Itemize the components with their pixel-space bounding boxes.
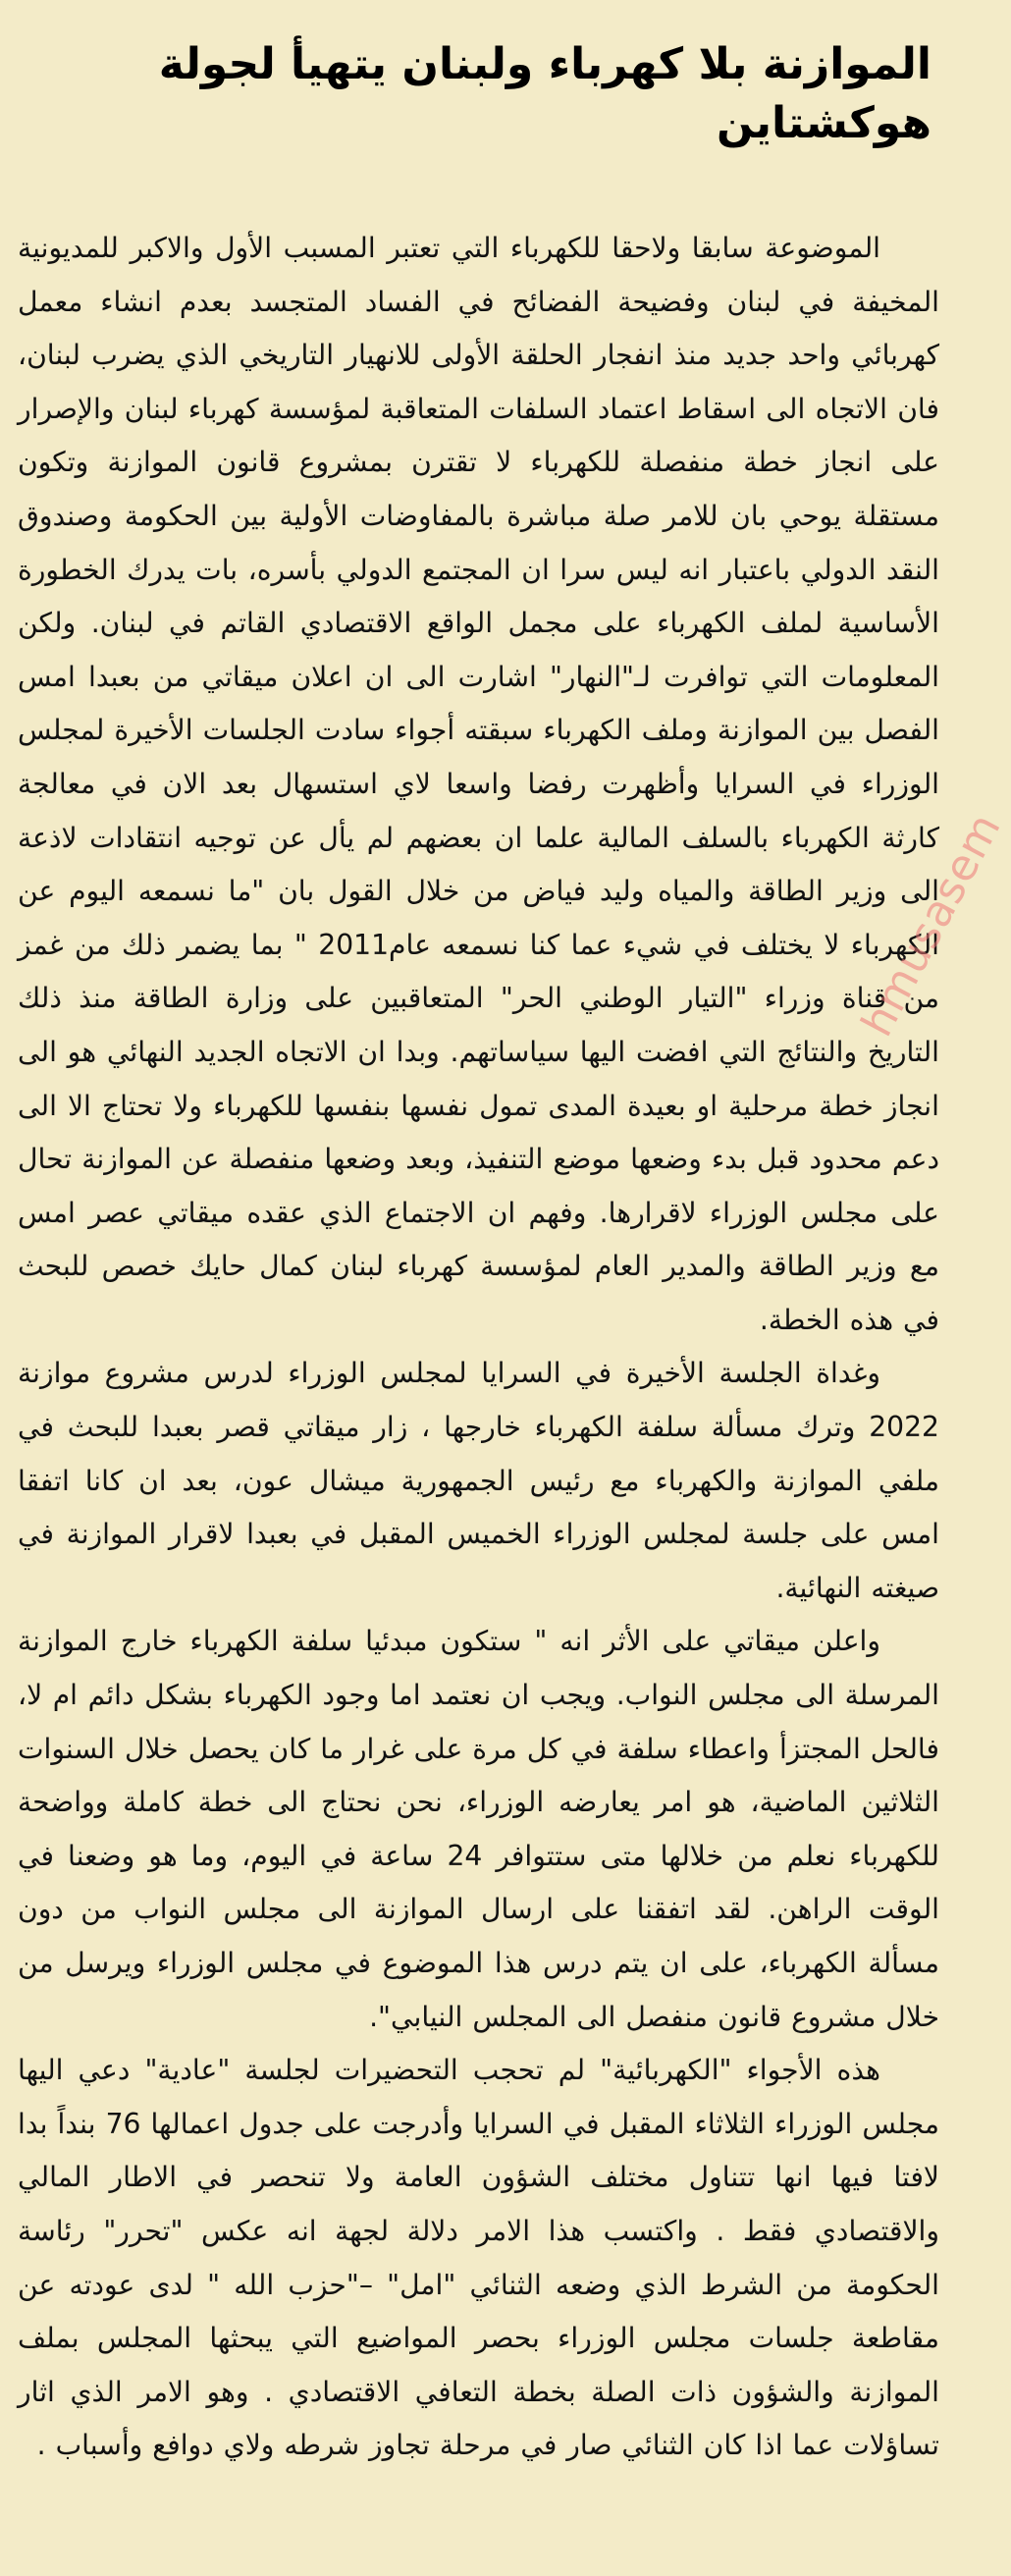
article-paragraph-3: واعلن ميقاتي على الأثر انه " ستكون مبدئيا سلفة الكهرباء خارج الموازنة المرسلة الى مجلس النواب. ويجب ان نعتمد اما وجود الكهرباء بشكل دائم ام لا، فالحل المجتزأ واعطاء سلفة في كل مرة على غرار ما كان يحصل خلال السنوات الثلاثين الماضية، هو امر يعارضه الوزراء، نحن نحتاج الى خطة كاملة وواضحة للكهرباء نعلم من خلالها متى ستتوافر 24 ساعة في اليوم، وما هو وضعنا في الوقت الراهن. لقد اتفقنا على ارسال الموازنة الى مجلس النواب من دون مسألة الكهرباء، على ان يتم درس هذا الموضوع في مجلس الوزراء ويرسل من خلال مشروع قانون منفصل الى المجلس النيابي". — [18, 1625, 939, 2033]
watermark-text: hmusasem — [852, 804, 1011, 1045]
article-paragraph-1: الموضوعة سابقا ولاحقا للكهرباء التي تعتبر المسبب الأول والاكبر للمديونية المخيفة في لبنان وفضيحة الفضائح في الفساد المتجسد بعدم انشاء معمل كهربائي واحد جديد منذ انفجار الحلقة الأولى للانهيار التاريخي الذي يضرب لبنان، فان الاتجاه الى اسقاط اعتماد السلفات المتعاقبة لمؤسسة كهرباء لبنان والإصرار على انجاز خطة منفصلة للكهرباء لا تقترن بمشروع قانون الموازنة وتكون مستقلة يوحي بان للامر صلة مباشرة بالمفاوضات الأولية بين الحكومة وصندوق النقد الدولي باعتبار انه ليس سرا ان المجتمع الدولي بأسره، بات يدرك الخطورة الأساسية لملف الكهرباء على مجمل الواقع الاقتصادي القاتم في لبنان. ولكن المعلومات التي توافرت لـ"النهار" اشارت الى ان اعلان ميقاتي من بعبدا امس الفصل بين الموازنة وملف الكهرباء سبقته أجواء سادت الجلسات الأخيرة لمجلس الوزراء في السرايا وأظهرت رفضا واسعا لاي استسهال بعد الان في معالجة كارثة الكهرباء بالسلف المالية علما ان بعضهم لم يأل عن توجيه انتقادات لاذعة الى وزير الطاقة والمياه وليد فياض من خلال القول بان "ما نسمعه اليوم عن الكهرباء لا يختلف في شيء عما كنا نسمعه عام2011 " بما يضمر ذلك من غمز من قناة وزراء "التيار الوطني الحر" المتعاقبين على وزارة الطاقة منذ ذلك التاريخ والنتائج التي افضت اليها سياساتهم. وبدا ان الاتجاه الجديد النهائي هو الى انجاز خطة مرحلية او بعيدة المدى تمول نفسها بنفسها للكهرباء ولا تحتاج الا الى دعم محدود قبل بدء وضعها موضع التنفيذ، وبعد وضعها منفصلة عن الموازنة تحال على مجلس الوزراء لاقرارها. وفهم ان الاجتماع الذي عقده ميقاتي عصر امس مع وزير الطاقة والمدير العام لمؤسسة كهرباء لبنان كمال حايك خصص للبحث في هذه الخطة. — [18, 232, 939, 1336]
article-paragraph-2: وغداة الجلسة الأخيرة في السرايا لمجلس الوزراء لدرس مشروع موازنة 2022 وترك مسألة سلفة الكهرباء خارجها ، زار ميقاتي قصر بعبدا للبحث في ملفي الموازنة والكهرباء مع رئيس الجمهورية ميشال عون، بعد ان كانا اتفقا امس على جلسة لمجلس الوزراء الخميس المقبل في بعبدا لاقرار الموازنة في صيغته النهائية. — [18, 1357, 939, 1604]
article-body — [18, 222, 939, 2473]
article-headline: الموازنة بلا كهرباء ولبنان يتهيأ لجولة هوكشتاين — [158, 39, 931, 148]
article-paragraph-4: هذه الأجواء "الكهربائية" لم تحجب التحضيرات لجلسة "عادية" دعي اليها مجلس الوزراء الثلاثاء المقبل في السرايا وأدرجت على جدول اعمالها 76 بنداً بدا لافتا فيها انها تتناول مختلف الشؤون العامة ولا تنحصر في الاطار المالي والاقتصادي فقط . واكتسب هذا الامر دلالة لجهة انه عكس "تحرر" رئاسة الحكومة من الشرط الذي وضعه الثنائي "امل" –"حزب الله " لدى عودته عن مقاطعة جلسات مجلس الوزراء بحصر المواضيع التي يبحثها المجلس بملف الموازنة والشؤون ذات الصلة بخطة التعافي الاقتصادي . وهو الامر الذي اثار تساؤلات عما اذا كان الثنائي صار في مرحلة تجاوز شرطه ولاي دوافع وأسباب . — [18, 2054, 939, 2462]
